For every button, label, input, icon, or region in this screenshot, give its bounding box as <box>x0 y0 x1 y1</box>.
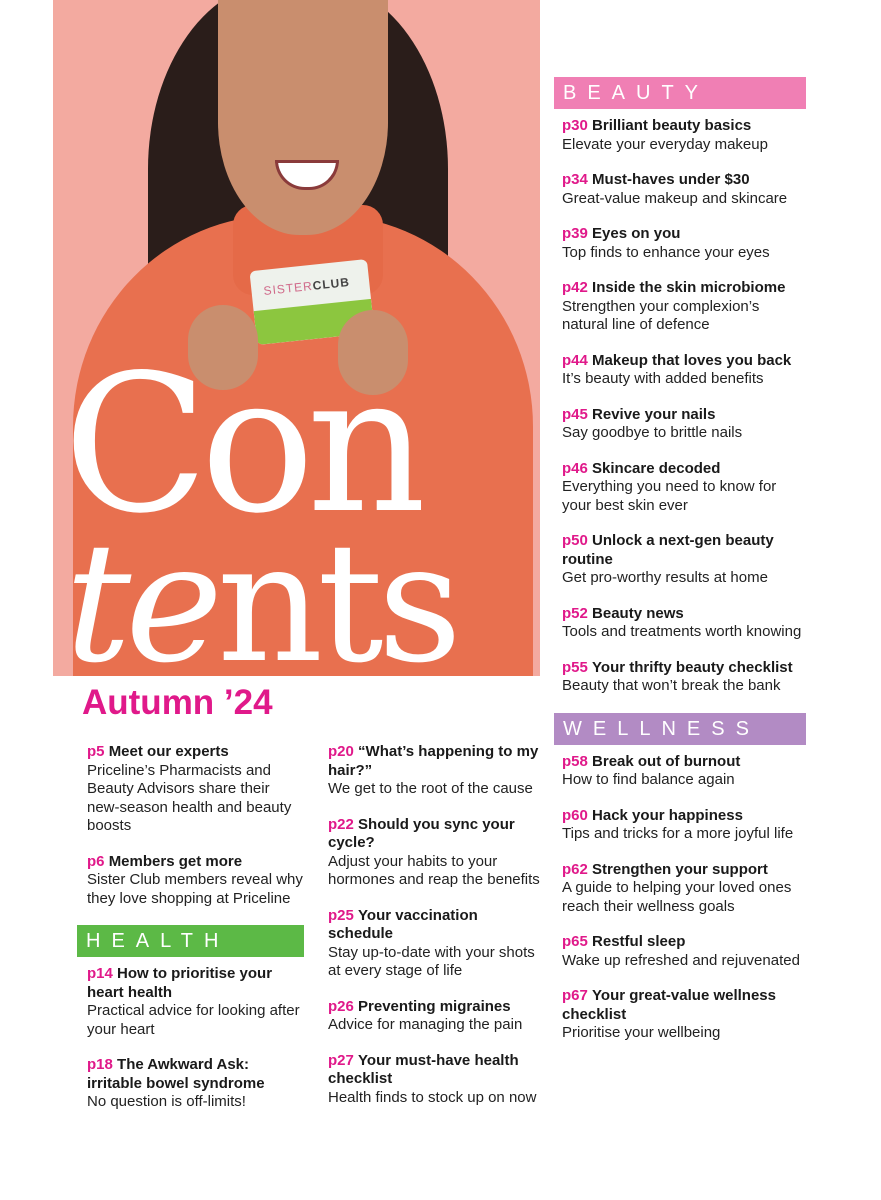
entry-description: No question is off-limits! <box>87 1093 246 1110</box>
entry-description: Wake up refreshed and rejuvenated <box>562 951 800 969</box>
page-number: p60 <box>562 806 588 824</box>
health-more-list <box>328 743 543 1107</box>
page-number: p55 <box>562 658 588 676</box>
entry-title: Hack your happiness <box>592 806 743 824</box>
entry-title: Break out of burnout <box>592 752 741 770</box>
wellness-header: WELLNESS <box>554 713 806 745</box>
entry-title: Unlock a next-gen beauty routine <box>562 532 774 568</box>
entry-description: Great-value makeup and skincare <box>562 189 788 207</box>
contents-entry[interactable] <box>328 907 543 981</box>
cover-photo <box>53 0 540 676</box>
entry-title: Strengthen your support <box>592 860 768 878</box>
entry-description: Get pro-worthy results at home <box>562 569 768 586</box>
card-brand: SISTER <box>262 278 314 298</box>
entry-title: Preventing migraines <box>358 997 511 1015</box>
page-number: p26 <box>328 997 354 1015</box>
page-number: p27 <box>328 1051 354 1069</box>
entry-title: Eyes on you <box>592 225 681 242</box>
entry-description: Prioritise your wellbeing <box>562 1024 721 1041</box>
page-number: p39 <box>562 225 588 242</box>
entry-description: Elevate your everyday makeup <box>562 135 768 153</box>
entry-description: How to find balance again <box>562 771 735 788</box>
contents-entry[interactable] <box>562 807 806 844</box>
entry-description: Beauty that won’t break the bank <box>562 677 781 694</box>
contents-entry[interactable] <box>562 933 806 970</box>
beauty-section <box>554 77 806 696</box>
entry-description: Tips and tricks for a more joyful life <box>562 825 794 842</box>
contents-entry[interactable] <box>87 853 304 909</box>
entry-description: Say goodbye to brittle nails <box>562 424 743 441</box>
entry-description: Advice for managing the pain <box>328 1016 523 1033</box>
entry-description: Stay up-to-date with your shots at every stage of life <box>328 943 535 979</box>
entry-title: Restful sleep <box>592 933 686 950</box>
page-number: p45 <box>562 405 588 423</box>
entry-title: Brilliant beauty basics <box>592 117 752 134</box>
contents-entry[interactable] <box>87 743 304 836</box>
entry-title: Meet our experts <box>108 743 229 760</box>
contents-entry[interactable] <box>562 987 806 1043</box>
right-column <box>554 77 806 1060</box>
contents-entry[interactable] <box>562 532 806 588</box>
contents-entry[interactable] <box>562 406 806 443</box>
contents-entry[interactable] <box>562 753 806 790</box>
page-number: p44 <box>562 351 588 369</box>
contents-entry[interactable] <box>328 998 543 1035</box>
entry-description: A guide to helping your loved ones reach their wellness goals <box>562 879 792 915</box>
entry-title: Revive your nails <box>592 405 716 423</box>
beauty-list <box>554 117 806 696</box>
page-number: p5 <box>87 743 105 760</box>
page-number: p22 <box>328 815 354 833</box>
entry-title: Beauty news <box>592 604 684 622</box>
page-number: p25 <box>328 906 354 924</box>
entry-title: Makeup that loves you back <box>592 351 792 369</box>
wellness-section <box>554 713 806 1043</box>
entry-description: Sister Club members reveal why they love shopping at Priceline <box>87 871 303 907</box>
left-column <box>77 743 304 1129</box>
page-number: p18 <box>87 1056 113 1073</box>
title-nts: nts <box>216 530 457 676</box>
page-number: p46 <box>562 459 588 477</box>
entry-description: Strengthen your complexion’s natural line of defence <box>562 297 760 333</box>
entry-title: Must-haves under $30 <box>592 171 750 188</box>
wellness-list <box>554 753 806 1043</box>
contents-entry[interactable] <box>562 460 806 516</box>
intro-list <box>77 743 304 908</box>
entry-description: Priceline’s Pharmacists and Beauty Advisors share their new-season health and beauty boosts <box>87 761 292 834</box>
entry-description: Tools and treatments worth knowing <box>562 623 802 640</box>
contents-entry[interactable] <box>328 743 543 799</box>
contents-entry[interactable] <box>87 1056 304 1112</box>
title-tents <box>65 530 456 676</box>
entry-description: Everything you need to know for your best skin ever <box>562 478 777 514</box>
face <box>218 0 388 235</box>
issue-season: Autumn ’24 <box>82 683 273 722</box>
entry-description: Practical advice for looking after your heart <box>87 1002 300 1038</box>
contents-entry[interactable] <box>328 816 543 890</box>
entry-title: Members get more <box>108 852 243 870</box>
page-number: p52 <box>562 604 588 622</box>
page-number: p42 <box>562 279 588 296</box>
page-number: p62 <box>562 860 588 878</box>
card-brand-bold: CLUB <box>311 274 351 293</box>
contents-entry[interactable] <box>562 117 806 154</box>
page-number: p65 <box>562 933 588 950</box>
entry-description: Adjust your habits to your hormones and reap the benefits <box>328 852 540 888</box>
title-con: Con <box>63 365 422 525</box>
page-number: p34 <box>562 171 588 188</box>
entry-title: Your thrifty beauty checklist <box>592 658 793 676</box>
contents-entry[interactable] <box>328 1052 543 1108</box>
contents-entry[interactable] <box>87 965 304 1039</box>
entry-title: Your vaccination schedule <box>328 906 478 942</box>
entry-description: It’s beauty with added benefits <box>562 370 764 387</box>
page-number: p6 <box>87 852 105 870</box>
health-section <box>77 925 304 1112</box>
page-number: p50 <box>562 532 588 549</box>
entry-description: We get to the root of the cause <box>328 780 533 797</box>
contents-entry[interactable] <box>562 605 806 642</box>
contents-entry[interactable] <box>562 352 806 389</box>
contents-entry[interactable] <box>562 659 806 696</box>
contents-entry[interactable] <box>562 225 806 262</box>
beauty-header: BEAUTY <box>554 77 806 109</box>
entry-description: Top finds to enhance your eyes <box>562 243 770 261</box>
contents-entry[interactable] <box>562 861 806 917</box>
entry-title: The Awkward Ask: irritable bowel syndrome <box>87 1056 265 1092</box>
entry-title: Your great-value wellness checklist <box>562 987 776 1023</box>
entry-title: “What’s happening to my hair?” <box>328 743 539 779</box>
page-number: p20 <box>328 743 354 760</box>
page-number: p58 <box>562 752 588 770</box>
entry-description: Health finds to stock up on now <box>328 1088 537 1106</box>
entry-title: How to prioritise your heart health <box>87 965 273 1001</box>
page-number: p30 <box>562 117 588 134</box>
contents-entry[interactable] <box>562 171 806 208</box>
entry-title: Skincare decoded <box>592 459 721 477</box>
entry-title: Inside the skin microbiome <box>592 279 786 296</box>
page-number: p67 <box>562 987 588 1004</box>
health-column-2 <box>328 743 543 1124</box>
title-te: te <box>65 530 217 676</box>
entry-title: Your must-have health checklist <box>328 1051 519 1087</box>
page-number: p14 <box>87 965 113 982</box>
health-header: HEALTH <box>77 925 304 957</box>
health-list <box>77 965 304 1112</box>
contents-entry[interactable] <box>562 279 806 335</box>
entry-title: Should you sync your cycle? <box>328 815 515 851</box>
